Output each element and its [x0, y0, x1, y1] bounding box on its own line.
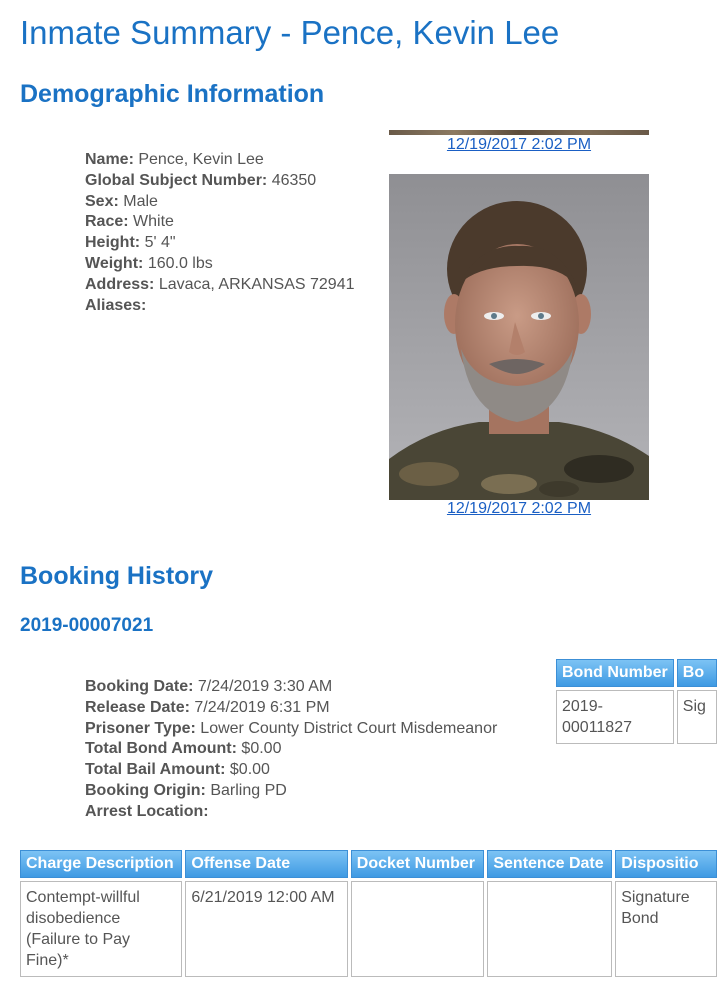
- field-height: Height: 5' 4": [85, 234, 176, 252]
- field-race: Race: White: [85, 213, 174, 231]
- mugshot-image: [389, 174, 649, 500]
- field-aliases: Aliases:: [85, 296, 147, 314]
- disposition-cell: Signature Bond: [615, 881, 717, 977]
- photo-date-link[interactable]: 12/19/2017 2:02 PM: [446, 136, 592, 153]
- bond-col-type[interactable]: Bo: [677, 659, 717, 687]
- sentence-date-cell: [487, 881, 612, 977]
- field-weight: Weight: 160.0 lbs: [85, 254, 213, 272]
- charge-col-docket-number[interactable]: Docket Number: [351, 850, 485, 878]
- booking-info: [85, 677, 497, 823]
- charge-col-disposition[interactable]: Dispositio: [615, 850, 717, 878]
- charge-table: [17, 847, 720, 980]
- photo-thumbnail-partial[interactable]: [389, 130, 649, 135]
- bond-table-wrapper: [553, 656, 720, 736]
- table-row: [556, 690, 717, 744]
- mugshot-photo[interactable]: [389, 174, 649, 500]
- table-row: [20, 881, 717, 977]
- field-global-subject-number: Global Subject Number: 46350: [85, 171, 317, 189]
- field-booking-origin: Booking Origin: Barling PD: [85, 781, 287, 799]
- offense-date-cell: 6/21/2019 12:00 AM: [185, 881, 347, 977]
- bond-table: [553, 656, 720, 747]
- field-sex: Sex: Male: [85, 192, 158, 210]
- photo-date-link-2[interactable]: 12/19/2017 2:02 PM: [446, 500, 592, 517]
- booking-number: 2019-00007021: [20, 615, 154, 636]
- charge-col-offense-date[interactable]: Offense Date: [185, 850, 347, 878]
- bond-number-cell: 2019-00011827: [556, 690, 674, 744]
- field-release-date: Release Date: 7/24/2019 6:31 PM: [85, 698, 330, 716]
- field-total-bond-amount: Total Bond Amount: $0.00: [85, 740, 282, 758]
- charge-col-description[interactable]: Charge Description: [20, 850, 182, 878]
- field-name: Name: Pence, Kevin Lee: [85, 151, 264, 168]
- docket-number-cell: [351, 881, 485, 977]
- field-arrest-location: Arrest Location:: [85, 802, 209, 820]
- field-total-bail-amount: Total Bail Amount: $0.00: [85, 761, 270, 779]
- field-address: Address: Lavaca, ARKANSAS 72941: [85, 275, 355, 293]
- demographic-heading: Demographic Information: [20, 80, 325, 108]
- field-prisoner-type: Prisoner Type: Lower County District Court Misdemeanor: [85, 719, 498, 737]
- field-booking-date: Booking Date: 7/24/2019 3:30 AM: [85, 678, 333, 695]
- charge-description-cell: Contempt-willful disobedience (Failure to Pay Fine)*: [20, 881, 182, 977]
- charge-table-wrapper: [17, 847, 720, 982]
- bond-type-cell: Sig: [677, 690, 717, 744]
- bond-col-number[interactable]: Bond Number: [556, 659, 674, 687]
- booking-history-heading: Booking History: [20, 562, 214, 590]
- page-title: Inmate Summary - Pence, Kevin Lee: [20, 14, 560, 51]
- demographic-info: [85, 150, 355, 316]
- charge-col-sentence-date[interactable]: Sentence Date: [487, 850, 612, 878]
